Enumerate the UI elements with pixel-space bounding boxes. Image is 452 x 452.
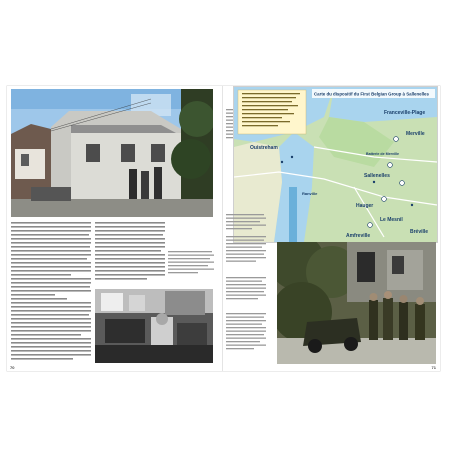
place-franceville: Franceville-Plage (384, 110, 426, 116)
caption-right-2 (226, 213, 266, 236)
page-number-right: 71 (431, 365, 436, 370)
caption-right-3-lines (226, 235, 266, 273)
soldiers-jeep-photo-art (277, 242, 436, 364)
magazine-spread (7, 86, 440, 371)
soldiers-jeep-photo (277, 242, 436, 364)
place-breville: Bréville (410, 229, 429, 235)
place-sallenelles: Sallenelles (364, 173, 390, 179)
interior-archive-photo (95, 289, 213, 363)
body-text-column-2 (95, 221, 165, 285)
place-merville: Merville (406, 131, 425, 137)
house-street-photo (11, 89, 213, 217)
place-ranville: Ranville (302, 191, 318, 196)
caption-right-5-lines (226, 312, 266, 364)
body-text-column-1-lines (11, 221, 91, 363)
caption-right-4 (226, 276, 266, 311)
body-text-column-2-lines (95, 221, 165, 285)
caption-right-3 (226, 235, 266, 274)
map-title: Carte du dispositif du First Belgian Group à Sallenelles (314, 91, 429, 97)
place-ouistreham: Ouistreham (250, 145, 278, 151)
place-hauger: Hauger (356, 203, 374, 209)
body-text-column-1 (11, 221, 91, 363)
place-lemesnil: Le Mesnil (380, 217, 403, 223)
caption-right-4-lines (226, 276, 266, 310)
place-amfreville: Amfreville (346, 233, 371, 239)
place-batterie: Batterie de Merville (366, 152, 399, 156)
page-number-left: 70 (10, 365, 15, 370)
caption-right-5 (226, 312, 266, 365)
house-street-photo-art (11, 89, 213, 217)
caption-left-lines (168, 250, 214, 280)
caption-left (168, 250, 214, 281)
interior-archive-photo-art (95, 289, 213, 363)
page-gutter (222, 86, 223, 371)
caption-right-2-lines (226, 213, 266, 235)
